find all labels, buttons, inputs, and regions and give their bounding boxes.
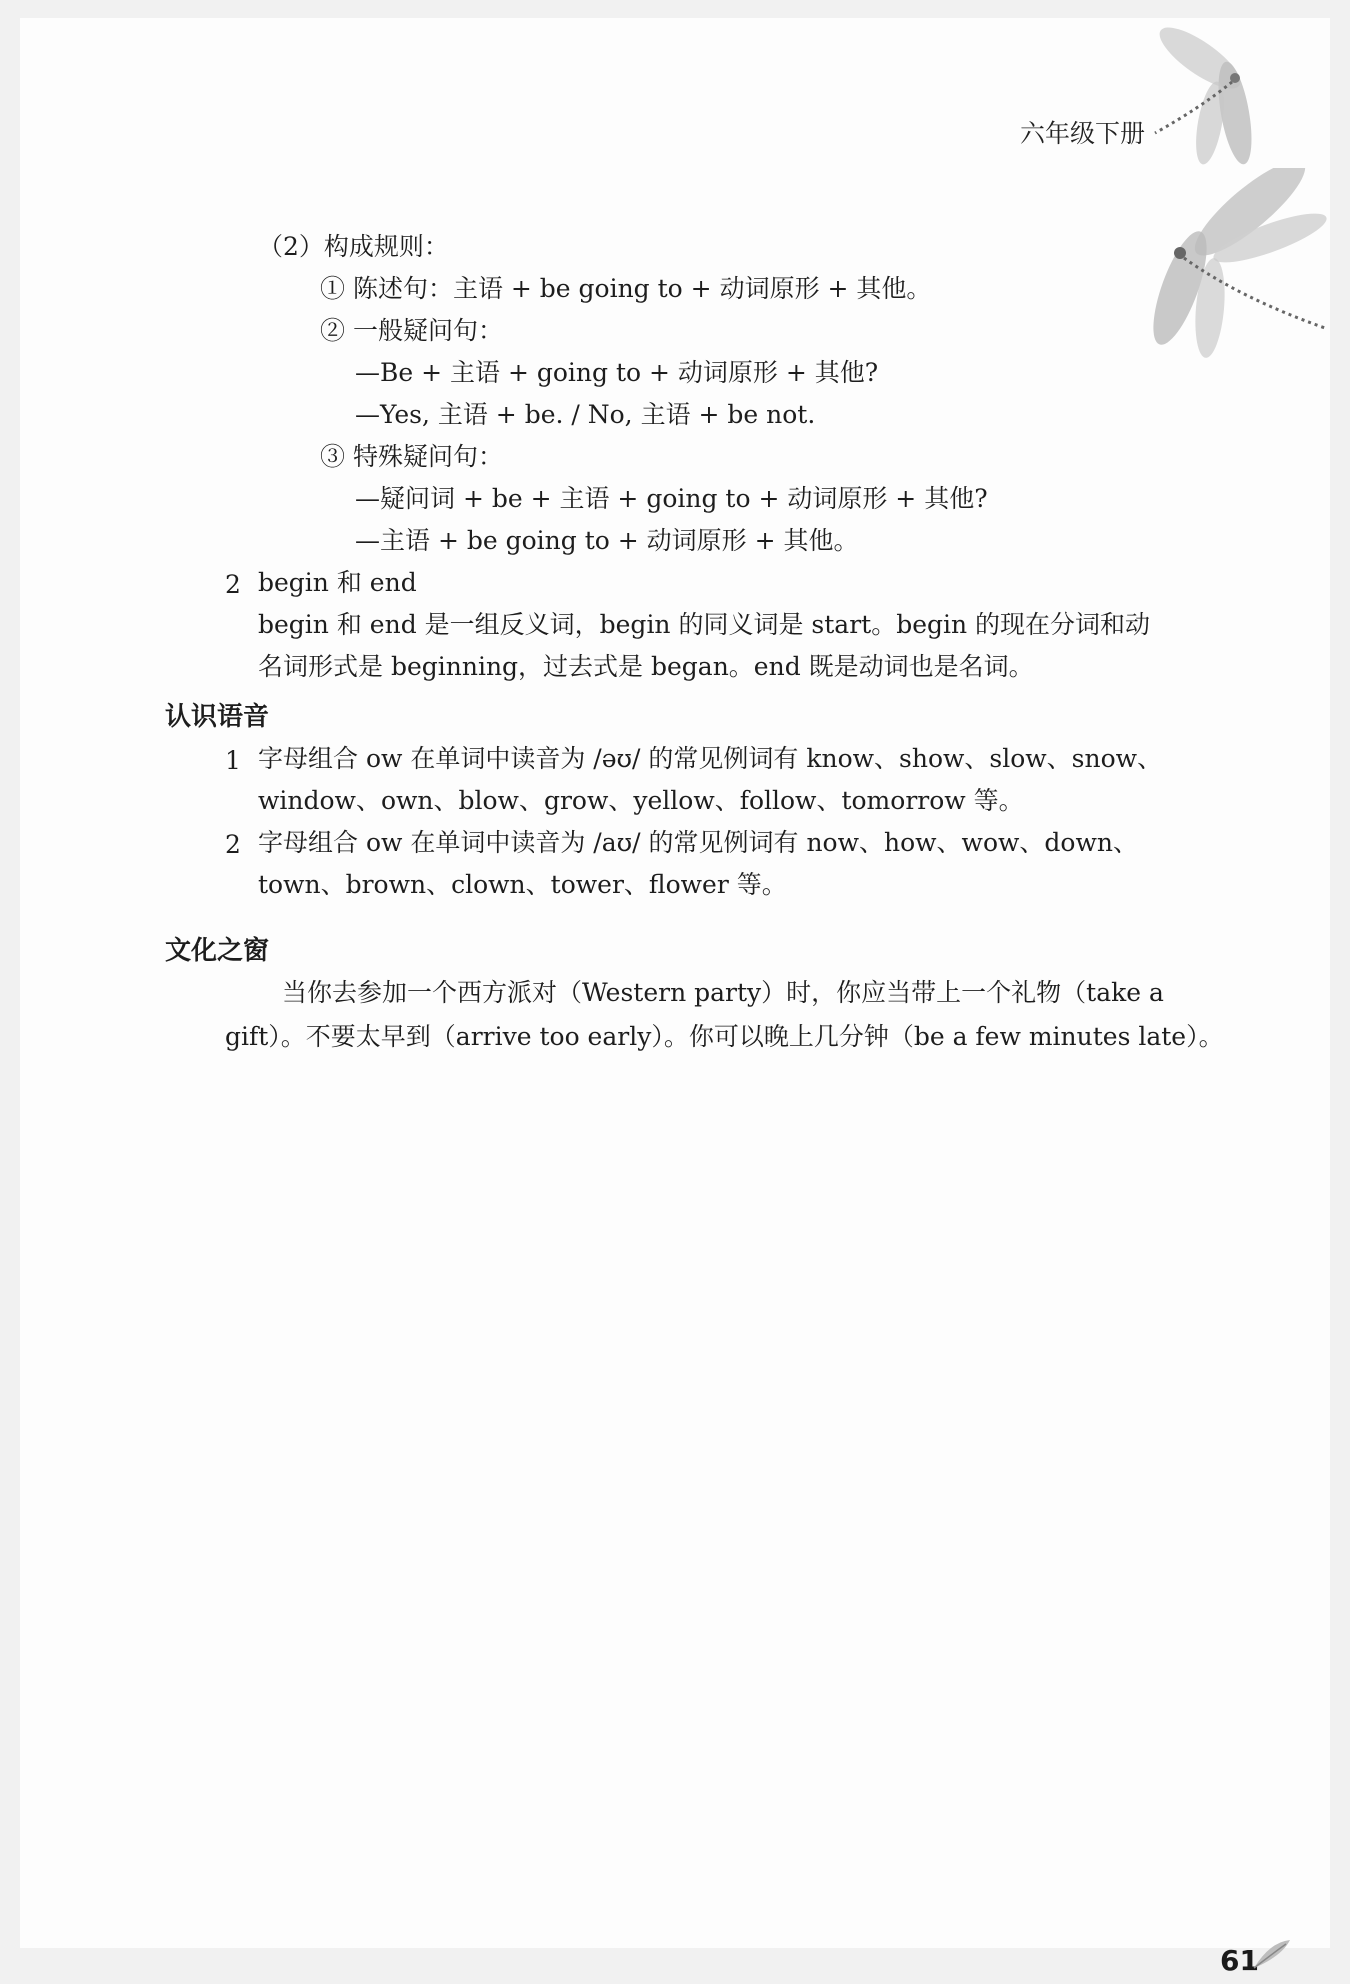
dragonfly-illustration-top (1140, 18, 1290, 168)
page-number: 61 (1220, 1944, 1259, 1977)
phonics-item2-line1: 字母组合 ow 在单词中读音为 /aʊ/ 的常见例词有 now、how、wow、down、 (258, 828, 1138, 857)
special-question-title: ③ 特殊疑问句： (320, 442, 503, 471)
begin-end-title: begin 和 end (258, 568, 417, 597)
general-question-title: ② 一般疑问句： (320, 316, 503, 345)
general-question-form: —Be + 主语 + going to + 动词原形 + 其他? (355, 358, 879, 387)
begin-end-text-line1: begin 和 end 是一组反义词，begin 的同义词是 start。begin 的现在分词和动 (258, 610, 1151, 639)
special-question-answer: —主语 + be going to + 动词原形 + 其他。 (355, 526, 859, 555)
phonics-item1-line2: window、own、blow、grow、yellow、follow、tomorrow 等。 (258, 786, 1024, 815)
special-question-form: —疑问词 + be + 主语 + going to + 动词原形 + 其他? (355, 484, 988, 513)
culture-text-line1: 当你去参加一个西方派对（Western party）时，你应当带上一个礼物（take a (282, 978, 1164, 1007)
item-number: 2 (225, 570, 241, 599)
textbook-page (20, 18, 1330, 1977)
begin-end-text-line2: 名词形式是 beginning，过去式是 began。end 既是动词也是名词。 (258, 652, 1034, 681)
culture-heading: 文化之窗 (165, 936, 270, 966)
culture-text-line2: gift）。不要太早到（arrive too early）。你可以晚上几分钟（be a few minutes late）。 (225, 1022, 1224, 1051)
statement-rule: ① 陈述句：主语 + be going to + 动词原形 + 其他。 (320, 274, 932, 303)
item-number: 1 (225, 746, 241, 775)
item-number: 2 (225, 830, 241, 859)
general-question-answer: —Yes, 主语 + be. / No, 主语 + be not. (355, 400, 816, 429)
phonics-item2-line2: town、brown、clown、tower、flower 等。 (258, 870, 787, 899)
grade-label: 六年级下册 (1020, 119, 1146, 148)
phonics-heading: 认识语音 (165, 702, 270, 732)
leaf-icon (1252, 1938, 1292, 1970)
dragonfly-illustration-right (1140, 168, 1330, 388)
rule-title: （2）构成规则： (258, 232, 449, 261)
phonics-item1-line1: 字母组合 ow 在单词中读音为 /əʊ/ 的常见例词有 know、show、slow、snow、 (258, 744, 1163, 773)
